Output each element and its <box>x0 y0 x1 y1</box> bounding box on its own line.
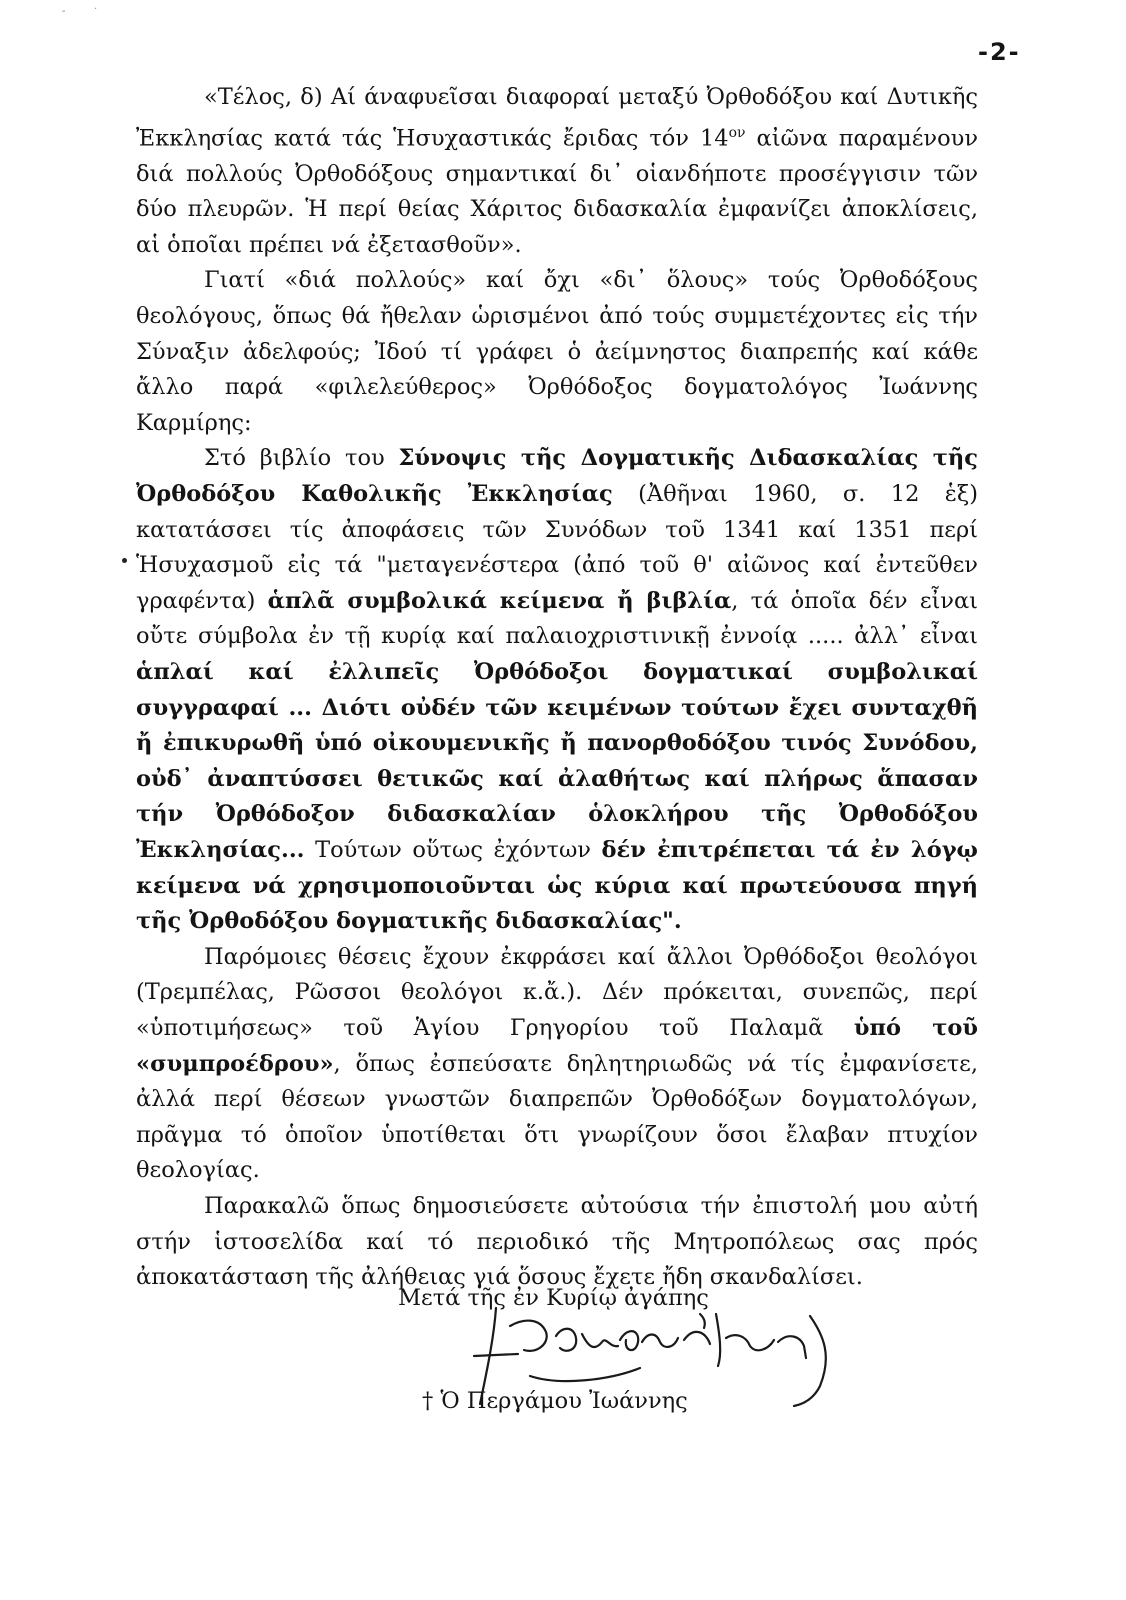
bold-text-segment: ἁπλαί καί ἐλλιπεῖς Ὀρθόδοξοι δογματικαί συμβολικαί συγγραφαί ... Διότι οὐδέν τῶν κειμένων τούτων ἔχει συνταχθῆ ἤ ἐπικυρωθῆ ὑπό οἰκουμενικῆς ἤ πανορθοδόξου τινός Συνόδου, οὐδ᾽ ἀναπτύσσει θετικῶς καί ἀλαθήτως καί πλήρως ἅπασαν τήν Ὀρθόδοξον διδασκαλίαν ὁλοκλήρου τῆς Ὀρθοδόξου Ἐκκλησίας... <box>136 659 978 863</box>
bold-text-segment: δέν ἐπιτρέπεται τά ἐν λόγῳ κείμενα νά χρησιμοποιοῦνται ὡς κύρια καί πρωτεύουσα πηγή τῆς Ὀρθοδόξου δογματικῆς διδασκαλίας". <box>136 836 978 935</box>
scan-artifact: - <box>62 6 66 17</box>
bold-text-segment: Σύνοψις τῆς Δογματικῆς Διδασκαλίας τῆς Ὀρθοδόξου Καθολικῆς Ἐκκλησίας <box>136 445 978 508</box>
paragraph <box>136 1189 978 1296</box>
text-segment: «Τέλος, δ) Αί άναφυεῖσαι διαφοραί μεταξύ Ὀρθοδόξου καί Δυτικῆς Ἐκκλησίας κατά τάς Ἡσυχαστικάς ἔριδας τόν 14 <box>136 84 978 152</box>
text-segment: Παρόμοιες θέσεις ἔχουν ἐκφράσει καί ἄλλοι Ὀρθόδοξοι θεολόγοι (Τρεμπέλας, Ρῶσσοι θεολόγοι κ.ἄ.). Δέν πρόκειται, συνεπῶς, περί «ὑποτιμήσεως» τοῦ Ἁγίου Γρηγορίου τοῦ Παλαμᾶ <box>136 943 978 1041</box>
text-segment: Γιατί «διά πολλούς» καί ὄχι «δι᾽ ὅλους» τούς Ὀρθοδόξους θεολόγους, ὅπως θά ἤθελαν ὡρισμένοι ἀπό τούς συμμετέχοντες εἰς τήν Σύναξιν ἀδελφούς; Ἰδού τί γράφει ὁ ἀείμνηστος διαπρεπής καί κάθε ἄλλο παρά «φιλελεύθερος» Ὀρθόδοξος δογματολόγος Ἰωάννης Καρμίρης: <box>136 267 978 436</box>
signatory-name: † Ὁ Περγάμου Ἰωάννης <box>422 1388 688 1414</box>
page-number: -2- <box>978 38 1021 66</box>
text-segment: αἰῶνα παραμένουν διά πολλούς Ὀρθοδόξους σημαντικαί δι᾽ οἱανδήποτε προσέγγισιν τῶν δύο πλευρῶν. Ἡ περί θείας Χάριτος διδασκαλία ἐμφανίζει ἀποκλίσεις, αἱ ὁποῖαι πρέπει νά ἐξετασθοῦν». <box>136 125 978 258</box>
margin-mark <box>122 558 127 563</box>
paragraph <box>136 263 978 441</box>
text-segment: , τά ὁποῖα δέν εἶναι οὔτε σύμβολα ἐν τῇ κυρίᾳ καί παλαιοχριστινικῇ ἐννοίᾳ ..... ἀλλ᾽ εἶναι <box>136 587 979 650</box>
text-segment: , ὅπως ἐσπεύσατε δηλητηριωδῶς νά τίς ἐμφανίσετε, ἀλλά περί θέσεων γνωστῶν διαπρεπῶν Ὀρθοδόξων δογματολόγων, πρᾶγμα τό ὁποῖον ὑποτίθεται ὅτι γνωρίζουν ὅσοι ἔλαβαν πτυχίον θεολογίας. <box>136 1050 978 1184</box>
paragraph <box>136 80 978 263</box>
text-segment: Παρακαλῶ ὅπως δημοσιεύσετε αὐτούσια τήν ἐπιστολή μου αὐτή στήν ἱστοσελίδα καί τό περιοδικό τῆς Μητροπόλεως σας πρός ἀποκατάσταση τῆς ἀλήθειας γιά ὅσους ἔχετε ἤδη σκανδαλίσει. <box>136 1192 978 1291</box>
text-segment: Τούτων οὕτως ἐχόντων <box>304 836 602 863</box>
bold-text-segment: ὑπό τοῦ «συμπροέδρου» <box>136 1014 978 1077</box>
paragraph <box>136 441 978 939</box>
scan-artifact: · <box>94 4 98 15</box>
letter-body <box>136 80 978 1296</box>
superscript-text: ον <box>728 124 746 141</box>
paragraph <box>136 940 978 1189</box>
text-segment: (Ἀθῆναι 1960, σ. 12 ἑξ) κατατάσσει τίς ἀποφάσεις τῶν Συνόδων τοῦ 1341 καί 1351 περί Ἡσυχασμοῦ εἰς τά "μεταγενέστερα (ἀπό τοῦ θ' αἰῶνος καί ἐντεῦθεν γραφέντα) <box>136 481 978 614</box>
text-segment: Στό βιβλίο του <box>204 445 399 472</box>
bold-text-segment: ἁπλᾶ συμβολικά κείμενα ἤ βιβλία <box>267 587 732 614</box>
closing-salutation: Μετά τῆς ἐν Κυρίῳ ἀγάπης <box>398 1285 709 1311</box>
